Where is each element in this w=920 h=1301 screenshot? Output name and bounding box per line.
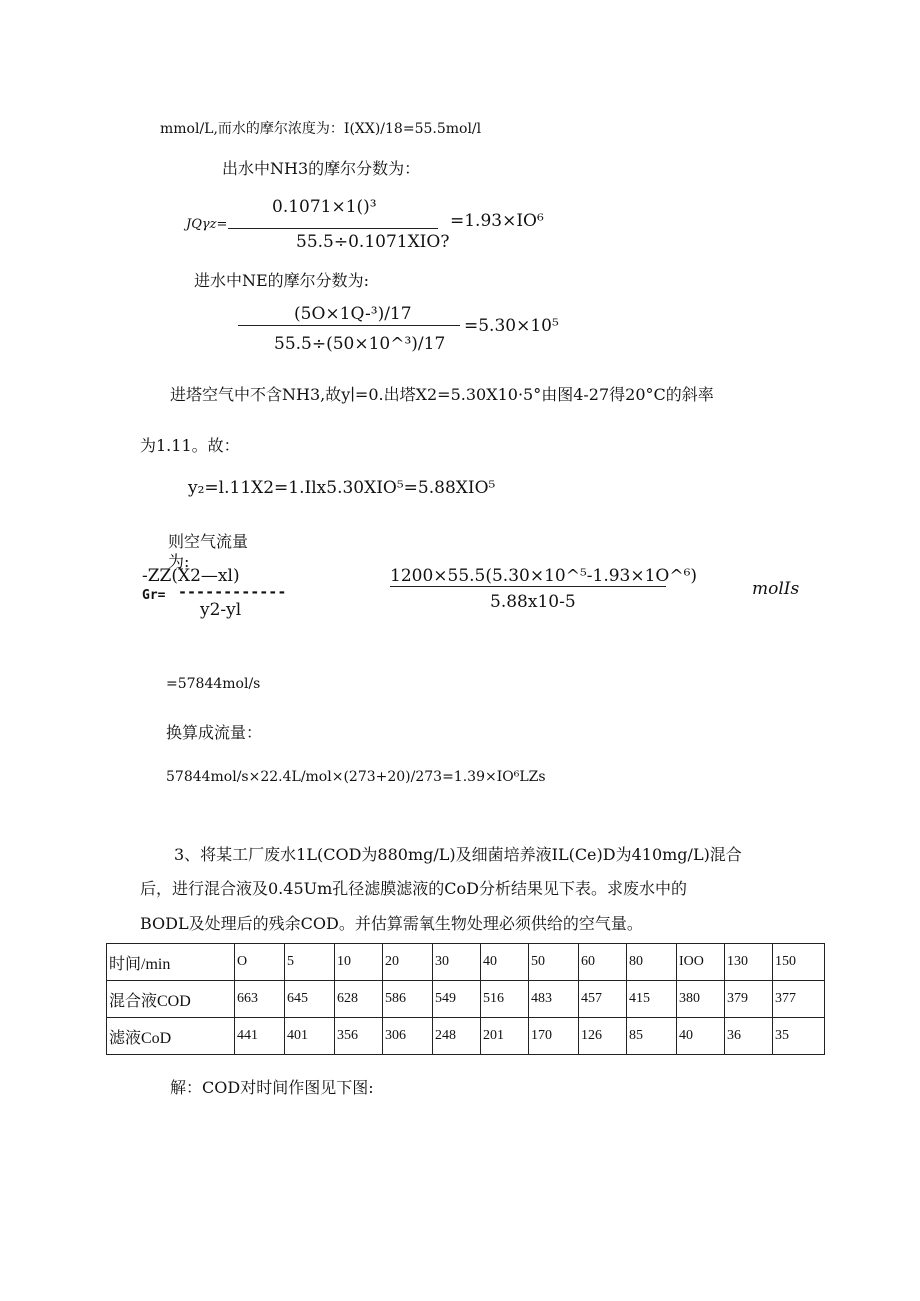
- table-cell: 663: [235, 981, 285, 1018]
- table-cell: 60: [579, 944, 627, 981]
- solution-line: 解：COD对时间作图见下图:: [170, 1078, 374, 1097]
- table-cell: 549: [433, 981, 481, 1018]
- eq1-numerator: 0.1071×1()³: [272, 197, 377, 217]
- table-cell: 401: [285, 1018, 335, 1055]
- eq4-dashes: ------------: [178, 583, 287, 601]
- eq4-fraction-bar: [390, 586, 666, 587]
- eq2-fraction-bar: [238, 325, 460, 326]
- text-line-1: mmol/L,而水的摩尔浓度为：I(XX)/18=55.5mol/l: [160, 121, 482, 137]
- eq2-denominator: 55.5÷(50×10^³)/17: [274, 334, 446, 354]
- text-line-9: 57844mol/s×22.4L/mol×(273+20)/273=1.39×IO⁶LZs: [166, 769, 546, 785]
- table-cell: 441: [235, 1018, 285, 1055]
- table-cell: 248: [433, 1018, 481, 1055]
- table-cell: 10: [335, 944, 383, 981]
- eq1-lhs: JQγz=: [186, 217, 228, 232]
- table-cell: 35: [773, 1018, 825, 1055]
- equation-3: y₂=l.11X2=1.Ilx5.30XIO⁵=5.88XIO⁵: [188, 478, 496, 498]
- table-cell: 516: [481, 981, 529, 1018]
- eq1-fraction-bar: [228, 228, 438, 229]
- table-cell: 150: [773, 944, 825, 981]
- text-line-7: =57844mol/s: [166, 676, 261, 692]
- table-cell: 415: [627, 981, 677, 1018]
- air-flow-label: 则空气流量: [168, 532, 249, 551]
- text-line-2: 出水中NH3的摩尔分数为：: [222, 159, 421, 178]
- eq4-right-denominator: 5.88x10-5: [490, 592, 576, 612]
- table-cell: 20: [383, 944, 433, 981]
- table-cell: 379: [725, 981, 773, 1018]
- cod-table: [106, 943, 825, 1055]
- table-cell: 201: [481, 1018, 529, 1055]
- text-line-5: 为1.11。故：: [140, 436, 240, 455]
- table-cell: 645: [285, 981, 335, 1018]
- eq1-result: =1.93×IO⁶: [450, 211, 544, 231]
- eq2-numerator: (5O×1Q-³)/17: [294, 304, 412, 324]
- table-cell: 130: [725, 944, 773, 981]
- table-cell: IOO: [677, 944, 725, 981]
- table-cell: 628: [335, 981, 383, 1018]
- table-cell: 586: [383, 981, 433, 1018]
- table-cell: 36: [725, 1018, 773, 1055]
- air-flow-label-2: 为:: [168, 552, 190, 571]
- eq4-left-denominator: y2-yl: [200, 600, 242, 620]
- text-line-4: 进塔空气中不含NH3,故y∣=0.出塔X2=5.30X10·5°由图4-27得20°C的斜率: [170, 385, 714, 404]
- table-cell: 457: [579, 981, 627, 1018]
- table-cell: 30: [433, 944, 481, 981]
- eq2-result: =5.30×10⁵: [464, 316, 559, 336]
- table-cell: O: [235, 944, 285, 981]
- eq4-label: Gr=: [142, 588, 166, 603]
- table-row-filtrate-cod: [107, 1018, 825, 1055]
- table-cell: 滤液CoD: [107, 1018, 235, 1055]
- table-cell: 356: [335, 1018, 383, 1055]
- text-line-3: 进水中NE的摩尔分数为:: [194, 271, 370, 290]
- table-cell: 483: [529, 981, 579, 1018]
- problem-3-line-2: 后，进行混合液及0.45Um孔径滤膜滤液的CoD分析结果见下表。求废水中的: [140, 879, 687, 898]
- table-cell: 40: [481, 944, 529, 981]
- table-row-header: [107, 944, 825, 981]
- problem-3-line-1: 3、将某工厂废水1L(COD为880mg/L)及细菌培养液IL(Ce)D为410mg/L)混合: [174, 845, 742, 864]
- table-cell: 377: [773, 981, 825, 1018]
- eq4-unit: molIs: [752, 579, 800, 599]
- table-cell: 85: [627, 1018, 677, 1055]
- text-line-8: 换算成流量：: [166, 723, 263, 742]
- eq4-right-numerator: 1200×55.5(5.30×10^⁵-1.93×1O^⁶): [390, 566, 698, 586]
- table-cell: 80: [627, 944, 677, 981]
- table-cell: 50: [529, 944, 579, 981]
- problem-3-line-3: BODL及处理后的残余COD。并估算需氧生物处理必须供给的空气量。: [140, 914, 643, 933]
- eq4-left-numerator: -ZZ(X2—xl): [142, 566, 240, 586]
- table-cell: 306: [383, 1018, 433, 1055]
- table-cell: 时间/min: [107, 944, 235, 981]
- table-cell: 混合液COD: [107, 981, 235, 1018]
- table-cell: 380: [677, 981, 725, 1018]
- table-cell: 170: [529, 1018, 579, 1055]
- table-cell: 126: [579, 1018, 627, 1055]
- table-cell: 5: [285, 944, 335, 981]
- eq1-denominator: 55.5÷0.1071XIO?: [296, 232, 450, 252]
- table-cell: 40: [677, 1018, 725, 1055]
- table-row-mixed-cod: [107, 981, 825, 1018]
